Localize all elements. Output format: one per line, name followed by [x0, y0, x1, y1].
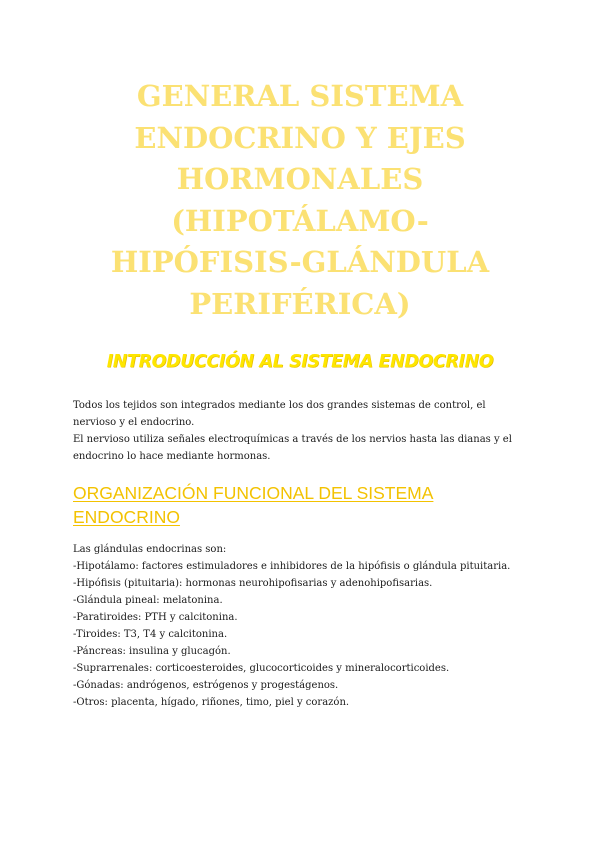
list-item: -Suprarrenales: corticoesteroides, glucocorticoides y mineralocorticoides. [73, 663, 450, 674]
list-item: -Gónadas: andrógenos, estrógenos y progestágenos. [73, 680, 339, 691]
title-line: PERIFÉRICA) [189, 286, 411, 321]
section-heading-line: ORGANIZACIÓN FUNCIONAL DEL SISTEMA [73, 483, 434, 503]
intro-subtitle: INTRODUCCIÓN AL SISTEMA ENDOCRINO [106, 352, 494, 372]
list-item: -Paratiroides: PTH y calcitonina. [73, 612, 238, 623]
list-item: -Páncreas: insulina y glucagón. [73, 646, 231, 657]
glands-intro: Las glándulas endocrinas son: [73, 544, 227, 555]
intro-line: nervioso y el endocrino. [73, 417, 195, 428]
list-item: -Otros: placenta, hígado, riñones, timo, piel y corazón. [73, 697, 350, 708]
section-heading-line: ENDOCRINO [73, 507, 180, 527]
list-item: -Tiroides: T3, T4 y calcitonina. [73, 629, 228, 640]
intro-paragraph [73, 397, 533, 465]
glands-list [73, 541, 533, 711]
document-title [70, 76, 530, 325]
title-line: ENDOCRINO Y EJES [134, 120, 466, 155]
title-line: HORMONALES [176, 162, 424, 196]
intro-line: Todos los tejidos son integrados mediante los dos grandes sistemas de control, el [73, 400, 486, 411]
list-item: -Hipófisis (pituitaria): hormonas neurohipofisarias y adenohipofisarias. [73, 578, 433, 589]
list-item: -Glándula pineal: melatonina. [73, 595, 223, 606]
title-line: (HIPOTÁLAMO- [171, 203, 429, 238]
list-item: -Hipotálamo: factores estimuladores e inhibidores de la hipófisis o glándula pituitaria. [73, 561, 511, 572]
intro-line: endocrino lo hace mediante hormonas. [73, 451, 271, 462]
title-line: HIPÓFISIS-GLÁNDULA [110, 245, 490, 279]
title-line: GENERAL SISTEMA [136, 79, 464, 113]
section-heading [73, 481, 533, 529]
intro-line: El nervioso utiliza señales electroquímicas a través de los nervios hasta las dianas y el [73, 434, 512, 445]
